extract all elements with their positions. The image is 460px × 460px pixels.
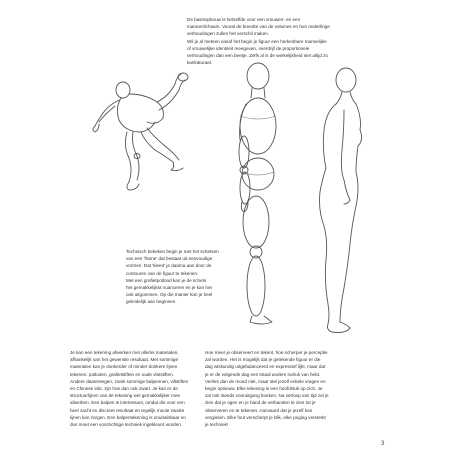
frame-technique-paragraph: Technisch bekeken begin je met het schetsen van een 'frame' dat bestaat uit eenvoudige vormen. Dat 'kleed' je daarna aan door de contouren van de figuur te tekenen. Met een grafietpotlood kan je de schets het gemakkelijkst nuanceren en je kan het ook uitgommen. Op die manier kan je heel geleidelijk aan beginnen. — [126, 249, 219, 305]
observation-paragraph: Hoe meer je observeert en tekent, hoe scherper je perceptie zal worden. Het is mogelijk dat je getekende figuur er die dag wiskundig uitgebalanceerd en expressief lijkt, maar dat je er de volgende dag een totaal andere indruk van hebt. Verlies dan de moed niet, maar stel jezelf enkele vragen en begin opnieuw. Elke tekening is een hoofdstuk op zich. Je zal ook steeds vooruitgang boeken. Na verloop van tijd zal je zien dat je ogen en je hand de verbanden te zien tot je observeren en te tekenen. Aanvaard dat je jezelf kan vergissen. Elke fout verscherpt je blik, elke poging versterkt je techniek! — [205, 350, 329, 428]
running-man-sketch — [85, 60, 195, 200]
page-number: 3 — [381, 441, 385, 447]
intro-paragraph: De basisopbouw is hetzelfde voor een vrouwen- en een mannenlichaam. Vooral de breedte van de volumes en hun onderlinge verhoudingen zullen het verschil maken. Wil je al meteen vanaf het begin je figuur een herkenbare mannelijke of vrouwelijke identiteit meegeven, overdrijf de proportionele verhoudingen dan een beetje. Zelfs al is de werkelijkheid niet altijd zo karikaturaal. — [187, 17, 330, 66]
female-profile-sketch — [300, 60, 370, 340]
frame-mannequin-sketch — [218, 60, 290, 338]
materials-paragraph: Je kan een tekening afwerken met allerlei materialen, afhankelijk van het gewenste resultaat. Met sommige materialen kan je donkerder of minder donkere lijnen tekenen: potloden, grafietstiften en oude vlotstiften. Andere daarentegen, zoals sommige balpennen, viltstiften en Chinese inkt, zijn hoe dan ook zwart. Je kan er de structuurlijnen van de tekening wel gemakkelijker mee afwerken. Een balpen is interessant, omdat die voor een heel zacht en discreet resultaat en tegelijk mooie zwarte lijnen kan zorgen. Een balpentekening is onuitwisbaar en dus moet een voorzichtige techniek ingekleurd worden. — [70, 350, 189, 428]
